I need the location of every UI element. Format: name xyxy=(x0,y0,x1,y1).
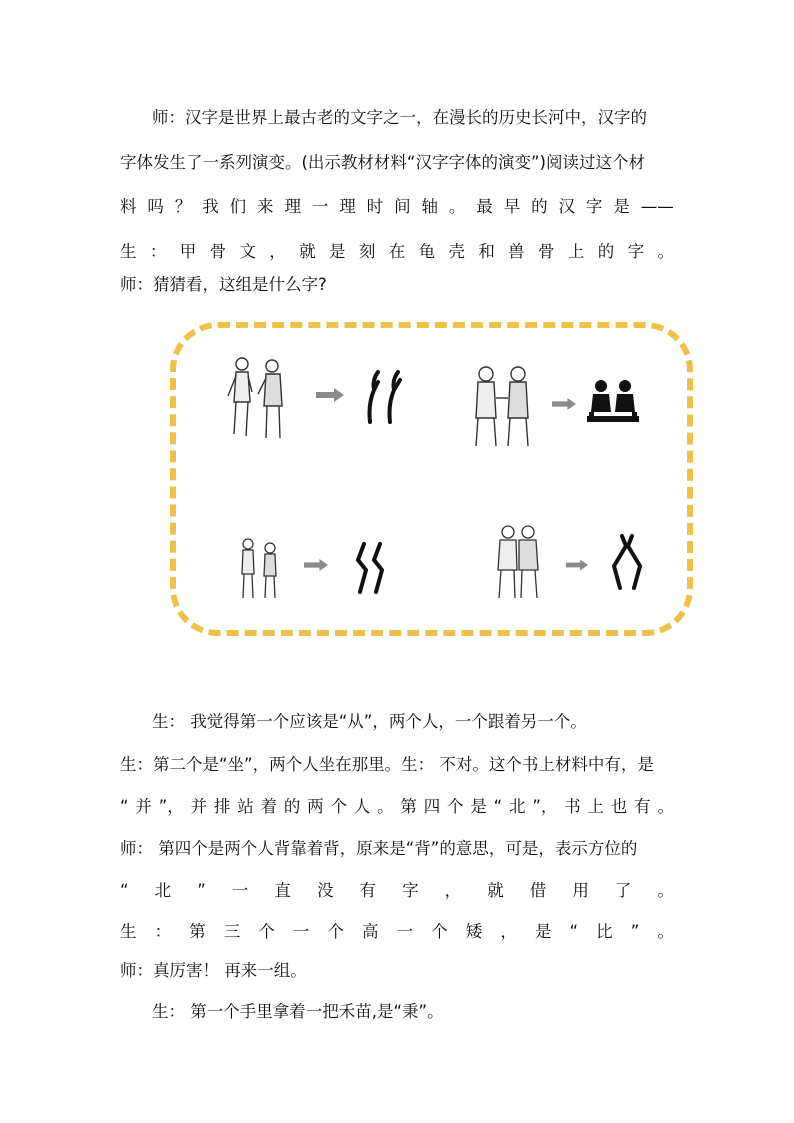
text-glyph: 北 xyxy=(154,881,172,900)
text-glyph: 。 xyxy=(657,242,674,261)
text-glyph: ” xyxy=(197,881,206,900)
text-glyph: 轴 xyxy=(421,197,438,216)
text-glyph: 间 xyxy=(394,197,411,216)
text-glyph: ： xyxy=(149,242,167,261)
text-glyph: 个 xyxy=(330,797,347,816)
text-glyph: 在 xyxy=(388,242,406,261)
text-glyph: 的 xyxy=(283,797,301,816)
text-glyph: 甲 xyxy=(179,242,197,261)
text-glyph: 。 xyxy=(377,797,394,816)
text-glyph: 也 xyxy=(610,797,628,816)
text-glyph: 高 xyxy=(362,922,379,941)
text-glyph: ， xyxy=(444,881,462,900)
oracle-bone-character-bi xyxy=(352,540,392,598)
discussion-line-2: 生：第二个是“坐”，两个人坐在那里。生： 不对。这个书上材料中有，是 xyxy=(120,755,654,774)
text-glyph: 两 xyxy=(307,797,324,816)
text-glyph: 比 xyxy=(596,922,613,941)
text-glyph: 并 xyxy=(190,797,208,816)
text-glyph: 的 xyxy=(531,197,548,216)
text-glyph: 人 xyxy=(353,797,371,816)
text-glyph: 壳 xyxy=(448,242,465,261)
text-glyph: 吗 xyxy=(147,197,164,216)
text-glyph: ？ xyxy=(174,197,192,216)
oracle-bone-character-cong xyxy=(364,368,410,426)
text-glyph: 字 xyxy=(585,197,603,216)
text-glyph: 一 xyxy=(231,881,249,900)
text-glyph: ”， xyxy=(532,797,558,816)
discussion-line-1: 生： 我觉得第一个应该是“从”，两个人，一个跟着另一个。 xyxy=(152,712,587,731)
text-glyph: “ xyxy=(120,797,129,816)
text-glyph: ， xyxy=(500,922,517,941)
text-glyph: ”， xyxy=(158,797,184,816)
intro-line-3 xyxy=(120,192,674,222)
text-glyph: “ xyxy=(493,797,503,816)
discussion-line-6 xyxy=(120,917,674,947)
text-glyph: 骨 xyxy=(209,242,227,261)
text-glyph: 个 xyxy=(447,797,464,816)
discussion-line-4: 师： 第四个是两个人背靠着背，原来是“背”的意思，可是，表示方位的 xyxy=(120,839,638,858)
two-people-seated-illustration xyxy=(466,362,538,452)
text-glyph: 个 xyxy=(431,922,448,941)
text-glyph: 上 xyxy=(587,797,604,816)
text-glyph: 来 xyxy=(257,197,274,216)
intro-line-2: 字体发生了一系列演变。(出示教材材料“汉字字体的演变”)阅读过这个材 xyxy=(120,153,645,172)
arrow-right-icon xyxy=(566,559,588,571)
text-glyph: 文 xyxy=(239,242,256,261)
text-glyph: 排 xyxy=(213,797,231,816)
text-glyph: 就 xyxy=(299,242,316,261)
text-glyph: 兽 xyxy=(508,242,525,261)
text-glyph: 我 xyxy=(202,197,219,216)
text-glyph: 们 xyxy=(229,197,247,216)
text-glyph: “ xyxy=(569,922,579,941)
text-glyph: 上 xyxy=(567,242,585,261)
oracle-bone-character-zuo xyxy=(587,378,639,428)
text-glyph: 四 xyxy=(423,797,441,816)
text-glyph: 是 xyxy=(534,922,552,941)
text-glyph: 。 xyxy=(657,922,674,941)
text-glyph: 龟 xyxy=(418,242,436,261)
text-glyph: 有 xyxy=(359,881,376,900)
text-glyph: 的 xyxy=(597,242,615,261)
text-glyph: 。 xyxy=(657,797,674,816)
text-glyph: 刻 xyxy=(358,242,376,261)
text-glyph: ” xyxy=(630,922,640,941)
intro-line-1: 师：汉字是世界上最古老的文字之一，在漫长的历史长河中，汉字的 xyxy=(152,108,647,127)
text-glyph: 是 xyxy=(613,197,630,216)
discussion-line-3 xyxy=(120,792,674,822)
text-glyph: —— xyxy=(640,197,674,216)
text-glyph: 一 xyxy=(396,922,414,941)
text-glyph: 理 xyxy=(284,197,301,216)
text-glyph: 汉 xyxy=(558,197,575,216)
text-glyph: 理 xyxy=(339,197,356,216)
text-glyph: 个 xyxy=(258,922,275,941)
text-glyph: 字 xyxy=(627,242,645,261)
text-glyph: 借 xyxy=(529,881,547,900)
text-glyph: 字 xyxy=(402,881,419,900)
two-people-following-illustration xyxy=(222,352,294,444)
text-glyph: 就 xyxy=(487,881,504,900)
text-glyph: “ xyxy=(120,881,129,900)
text-glyph: 时 xyxy=(366,197,384,216)
text-glyph: 早 xyxy=(503,197,521,216)
arrow-right-icon xyxy=(551,398,577,410)
text-glyph: 最 xyxy=(476,197,493,216)
oracle-bone-character-bei xyxy=(606,532,648,594)
intro-line-5: 师：猜猜看，这组是什么字? xyxy=(120,275,327,294)
text-glyph: 是 xyxy=(329,242,346,261)
text-glyph: 没 xyxy=(316,881,334,900)
text-glyph: 生 xyxy=(120,242,137,261)
text-glyph: 一 xyxy=(311,197,329,216)
text-glyph: 三 xyxy=(223,922,241,941)
discussion-line-5 xyxy=(120,876,674,906)
text-glyph: 并 xyxy=(135,797,152,816)
text-glyph: 。 xyxy=(657,881,674,900)
discussion-line-7: 师：真厉害！ 再来一组。 xyxy=(120,961,307,980)
intro-line-4 xyxy=(120,237,674,267)
discussion-line-8: 生： 第一个手里拿着一把禾苗,是“秉”。 xyxy=(152,1002,444,1021)
text-glyph: ： xyxy=(154,922,172,941)
text-glyph: 和 xyxy=(478,242,495,261)
text-glyph: 骨 xyxy=(538,242,555,261)
text-glyph: 第 xyxy=(189,922,206,941)
text-glyph: 料 xyxy=(120,197,137,216)
text-glyph: 站 xyxy=(237,797,254,816)
text-glyph: 直 xyxy=(274,881,291,900)
text-glyph: 。 xyxy=(448,197,466,216)
text-glyph: 矮 xyxy=(465,922,483,941)
arrow-right-icon xyxy=(316,388,344,402)
text-glyph: 是 xyxy=(470,797,487,816)
arrow-right-icon xyxy=(303,559,329,571)
text-glyph: 着 xyxy=(260,797,277,816)
text-glyph: ， xyxy=(269,242,286,261)
text-glyph: 北 xyxy=(509,797,526,816)
text-glyph: 有 xyxy=(634,797,651,816)
text-glyph: 生 xyxy=(120,922,137,941)
text-glyph: 书 xyxy=(564,797,581,816)
text-glyph: 第 xyxy=(400,797,417,816)
text-glyph: 用 xyxy=(572,881,589,900)
text-glyph: 一 xyxy=(292,922,310,941)
back-to-back-people-illustration xyxy=(488,522,548,602)
tall-and-short-people-illustration xyxy=(234,534,286,602)
text-glyph: 个 xyxy=(327,922,344,941)
text-glyph: 了 xyxy=(614,881,632,900)
